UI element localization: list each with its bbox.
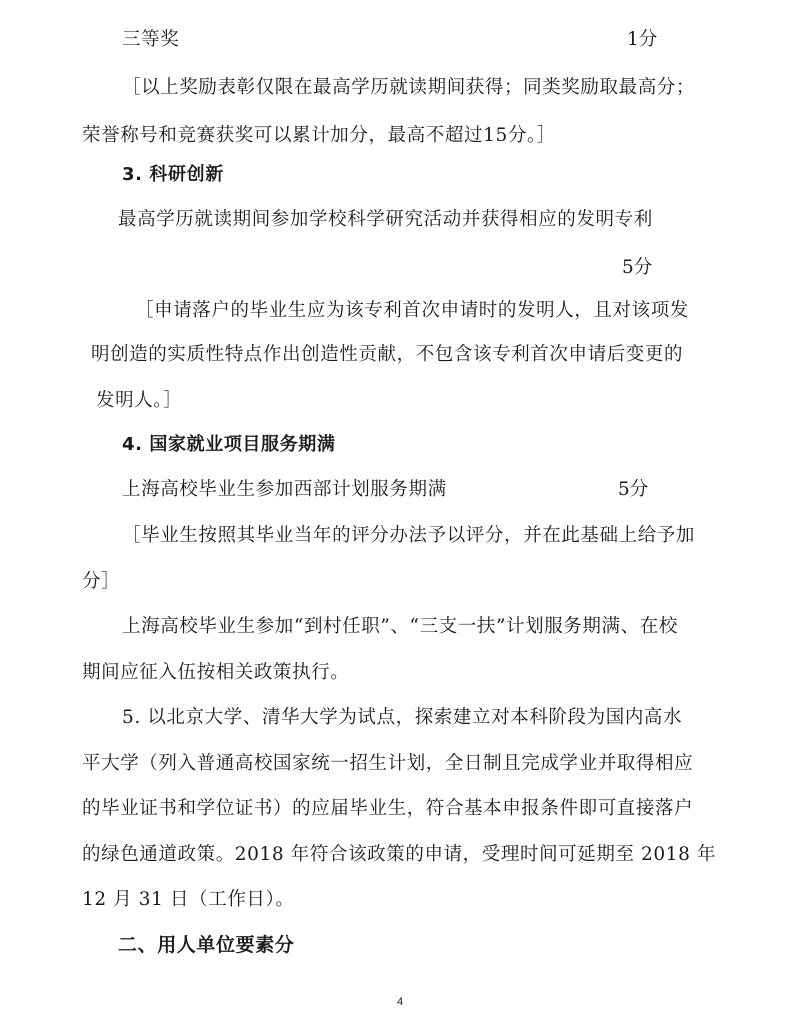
section-3-note-line-3: 发明人。］ [96, 390, 183, 411]
section-5-line-1: 5. 以北京大学、清华大学为试点，探索建立对本科阶段为国内高水 [122, 707, 683, 728]
section-3-score: 5分 [622, 257, 653, 278]
award-third-prize-score: 1分 [627, 29, 658, 50]
section-5-line-4: 的绿色通道政策。2018 年符合该政策的申请，受理时间可延期至 2018 年 [82, 844, 717, 865]
section-3-note-line-1: ［申请落户的毕业生应为该专利首次申请时的发明人，且对该项发 [135, 300, 689, 321]
section-5-line-3: 的毕业证书和学位证书）的应届毕业生，符合基本申报条件即可直接落户 [82, 798, 694, 819]
section-5-line-2: 平大学（列入普通高校国家统一招生计划，全日制且完成学业并取得相应 [82, 753, 694, 774]
section-5-line-5: 12 月 31 日（工作日）。 [82, 889, 295, 910]
section-4-paragraph-line-2: 期间应征入伍按相关政策执行。 [82, 662, 350, 683]
section-4-item: 上海高校毕业生参加西部计划服务期满 [122, 479, 447, 500]
section-3-heading: 3. 科研创新 [122, 164, 224, 185]
award-note-line-1: ［以上奖励表彰仅限在最高学历就读期间获得；同类奖励取最高分； [122, 77, 696, 98]
section-two-heading: 二、用人单位要素分 [118, 934, 295, 956]
section-3-note-line-2: 明创造的实质性特点作出创造性贡献，不包含该专利首次申请后变更的 [91, 344, 684, 365]
section-4-note-line-1: ［毕业生按照其毕业当年的评分办法予以评分，并在此基础上给予加 [122, 525, 696, 546]
award-note-line-2: 荣誉称号和竞赛获奖可以累计加分，最高不超过15分。］ [82, 125, 556, 146]
section-4-heading: 4. 国家就业项目服务期满 [122, 434, 336, 455]
section-4-note-line-2: 分］ [82, 571, 121, 592]
page-number: 4 [396, 996, 404, 1008]
award-third-prize-label: 三等奖 [122, 29, 180, 50]
section-4-score: 5分 [618, 479, 649, 500]
section-3-item: 最高学历就读期间参加学校科学研究活动并获得相应的发明专利 [118, 209, 653, 230]
section-4-paragraph-line-1: 上海高校毕业生参加“到村任职”、“三支一扶”计划服务期满、在校 [122, 616, 678, 637]
